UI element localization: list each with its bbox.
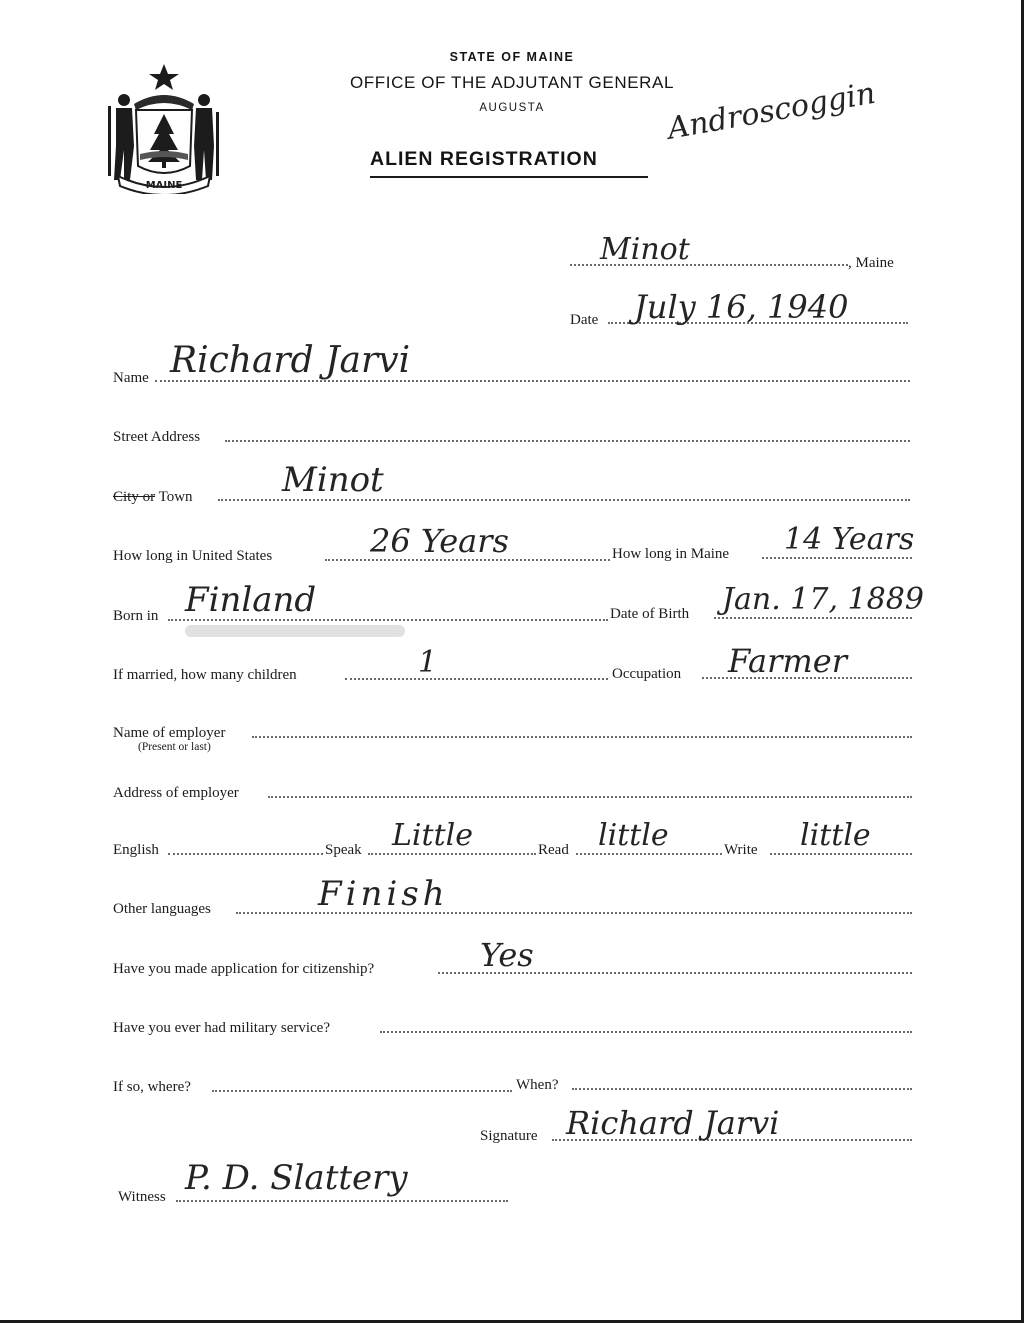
maine-seal-icon xyxy=(104,62,224,194)
date-label: Date xyxy=(570,312,599,328)
citizenship-value: Yes xyxy=(480,936,534,974)
read-label: Read xyxy=(538,842,569,858)
street-address-label: Street Address xyxy=(113,429,201,445)
other-languages-label: Other languages xyxy=(113,901,211,917)
when-label: When? xyxy=(516,1077,559,1093)
how-long-us-value: 26 Years xyxy=(370,522,509,560)
how-long-maine-line xyxy=(762,557,912,559)
witness-value: P. D. Slattery xyxy=(185,1158,408,1198)
citizenship-label: Have you made application for citizenship? xyxy=(113,961,375,977)
employer-address-label: Address of employer xyxy=(113,785,239,801)
write-label: Write xyxy=(724,842,758,858)
seal-text: MAINE xyxy=(145,180,183,191)
military-label: Have you ever had military service? xyxy=(113,1020,330,1036)
date-of-birth-label: Date of Birth xyxy=(610,606,690,622)
military-line xyxy=(380,1031,912,1033)
date-value: July 16, 1940 xyxy=(634,288,849,326)
header-office: OFFICE OF THE ADJUTANT GENERAL xyxy=(349,73,675,92)
county-handwritten: Androscoggin xyxy=(664,75,879,147)
read-line xyxy=(576,853,722,855)
english-label: English xyxy=(113,842,159,858)
other-languages-value: Finish xyxy=(318,874,449,914)
street-address-line xyxy=(225,440,910,442)
header-state: STATE OF MAINE xyxy=(449,50,575,64)
read-value: little xyxy=(598,818,669,853)
write-line xyxy=(770,853,912,855)
when-line xyxy=(572,1088,912,1090)
witness-line xyxy=(176,1200,508,1202)
signature-label: Signature xyxy=(480,1128,538,1144)
header-city: AUGUSTA xyxy=(479,102,545,114)
employer-name-label: Name of employer xyxy=(113,725,226,741)
form-title: ALIEN REGISTRATION xyxy=(370,148,598,170)
how-long-maine-value: 14 Years xyxy=(784,522,915,557)
city-town-label xyxy=(113,489,193,506)
if-so-where-line xyxy=(212,1090,512,1092)
witness-label: Witness xyxy=(118,1189,166,1205)
speak-value: Little xyxy=(392,818,473,853)
city-or-struck: City or xyxy=(113,489,156,505)
children-line xyxy=(345,678,608,680)
born-in-label: Born in xyxy=(113,608,159,624)
speak-line xyxy=(368,853,536,855)
employer-name-line xyxy=(252,736,912,738)
employer-address-line xyxy=(268,796,912,798)
how-long-maine-label: How long in Maine xyxy=(612,546,730,562)
children-value: 1 xyxy=(418,645,438,680)
title-underline xyxy=(370,176,648,178)
english-line xyxy=(168,853,323,855)
town-maine-label: , Maine xyxy=(848,255,894,271)
occupation-value: Farmer xyxy=(728,642,847,680)
children-label: If married, how many children xyxy=(113,667,297,683)
town-maine-value: Minot xyxy=(600,232,690,267)
city-town-value: Minot xyxy=(282,460,384,500)
smudge-mark xyxy=(185,625,405,637)
date-of-birth-value: Jan. 17, 1889 xyxy=(722,582,924,617)
signature-value: Richard Jarvi xyxy=(566,1104,780,1142)
if-so-where-label: If so, where? xyxy=(113,1079,191,1095)
write-value: little xyxy=(800,818,871,853)
how-long-us-label: How long in United States xyxy=(113,548,273,564)
occupation-label: Occupation xyxy=(612,666,682,682)
speak-label: Speak xyxy=(325,842,362,858)
town-label: Town xyxy=(158,489,193,505)
date-of-birth-line xyxy=(714,617,912,619)
born-in-value: Finland xyxy=(185,580,317,620)
name-value: Richard Jarvi xyxy=(170,340,411,381)
employer-name-sublabel: (Present or last) xyxy=(138,741,211,753)
name-label: Name xyxy=(113,370,149,386)
